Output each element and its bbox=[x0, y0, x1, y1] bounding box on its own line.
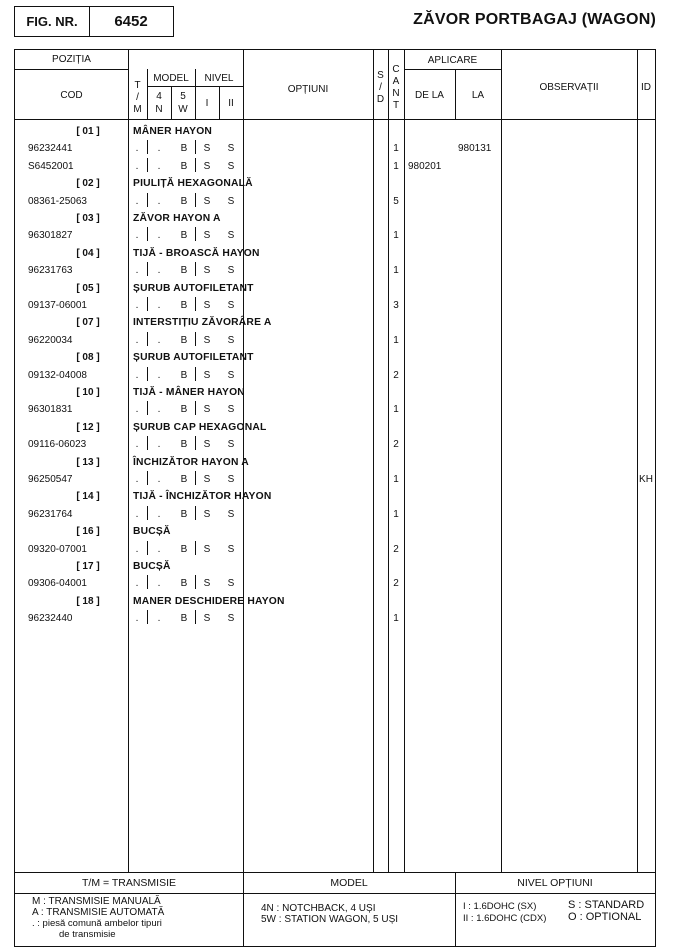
cell-cant: 1 bbox=[393, 230, 399, 242]
col-pozitia: POZIȚIA bbox=[52, 54, 91, 65]
col-nivel: NIVEL bbox=[204, 73, 234, 84]
part-description: ȘURUB AUTOFILETANT bbox=[133, 282, 254, 294]
col-observatii: OBSERVAȚII bbox=[539, 82, 599, 93]
table-row bbox=[15, 575, 655, 593]
legend-tm-line: A : TRANSMISIE AUTOMATĂ bbox=[32, 907, 165, 918]
legend-nivel-line: II : 1.6DOHC (CDX) bbox=[463, 913, 547, 924]
position-number: [ 04 ] bbox=[76, 247, 100, 259]
table-row bbox=[15, 367, 655, 385]
legend-tm-line: de transmisie bbox=[59, 929, 116, 940]
group-header-row bbox=[15, 488, 655, 506]
legend-standard: S : STANDARD bbox=[568, 899, 645, 911]
cell-transmission: . bbox=[135, 334, 139, 346]
legend-model-line: 4N : NOTCHBACK, 4 UȘI bbox=[261, 903, 376, 914]
cell-nivel-1: S bbox=[203, 160, 211, 172]
col-id: ID bbox=[641, 82, 651, 93]
cell-model-5w: B bbox=[180, 265, 188, 277]
cell-model-4n: . bbox=[157, 334, 161, 346]
cell-nivel-1: S bbox=[203, 439, 211, 451]
cell-nivel-2: S bbox=[227, 578, 235, 590]
table-row bbox=[15, 193, 655, 211]
col-model: MODEL bbox=[153, 73, 189, 84]
cell-model-4n: . bbox=[157, 160, 161, 172]
cell-transmission: . bbox=[135, 160, 139, 172]
cell-model-5w: B bbox=[180, 474, 188, 485]
cell-nivel-1: S bbox=[203, 543, 211, 555]
part-code: 96301831 bbox=[28, 404, 73, 416]
position-number: [ 18 ] bbox=[76, 595, 100, 607]
cell-transmission: . bbox=[135, 195, 139, 207]
cell-nivel-2: S bbox=[227, 143, 235, 155]
cell-transmission: . bbox=[135, 439, 139, 451]
position-number: [ 16 ] bbox=[76, 526, 100, 538]
cell-nivel-1: S bbox=[203, 578, 211, 590]
part-description: ȘURUB CAP HEXAGONAL bbox=[133, 421, 267, 433]
figure-number-box bbox=[14, 6, 174, 37]
col-optiuni: OPȚIUNI bbox=[287, 84, 329, 95]
part-description: TIJĂ - ÎNCHIZĂTOR HAYON bbox=[133, 491, 272, 503]
group-header-row bbox=[15, 245, 655, 263]
cell-transmission: . bbox=[135, 143, 139, 155]
col-model-5: 5 bbox=[180, 91, 186, 102]
cell-cant: 2 bbox=[393, 439, 399, 451]
cell-nivel-1: S bbox=[203, 404, 211, 416]
table-row bbox=[15, 140, 655, 158]
position-number: [ 05 ] bbox=[76, 282, 100, 294]
part-description: ZĂVOR HAYON A bbox=[133, 213, 221, 224]
part-code: 08361-25063 bbox=[28, 195, 87, 207]
cell-nivel-2: S bbox=[227, 439, 235, 451]
table-row bbox=[15, 436, 655, 454]
cell-transmission: . bbox=[135, 369, 139, 381]
table-row bbox=[15, 158, 655, 176]
part-description: PIULIȚĂ HEXAGONALĂ bbox=[133, 178, 253, 190]
part-description: BUCȘĂ bbox=[133, 526, 171, 538]
cell-nivel-1: S bbox=[203, 195, 211, 207]
group-header-row bbox=[15, 210, 655, 228]
cell-transmission: . bbox=[135, 508, 139, 520]
cell-nivel-1: S bbox=[203, 143, 211, 155]
cell-model-5w: B bbox=[180, 543, 188, 555]
group-header-row bbox=[15, 593, 655, 611]
position-number: [ 01 ] bbox=[76, 126, 100, 137]
cell-model-5w: B bbox=[180, 613, 188, 625]
part-code: 09320-07001 bbox=[28, 543, 87, 555]
cell-nivel-1: S bbox=[203, 300, 211, 311]
legend-tm-line: M : TRANSMISIE MANUALĂ bbox=[32, 896, 161, 907]
cell-cant: 2 bbox=[393, 369, 399, 381]
position-number: [ 13 ] bbox=[76, 456, 100, 468]
cell-nivel-2: S bbox=[227, 474, 235, 485]
legend-nivel-title: NIVEL OPȚIUNI bbox=[517, 877, 593, 889]
part-code: 09132-04008 bbox=[28, 369, 87, 381]
group-header-row bbox=[15, 523, 655, 541]
cell-model-5w: B bbox=[180, 404, 188, 416]
cell-cant: 3 bbox=[393, 300, 399, 311]
part-code: 96231763 bbox=[28, 265, 73, 277]
col-model-4: 4 bbox=[156, 91, 162, 102]
group-header-row bbox=[15, 454, 655, 472]
cell-nivel-2: S bbox=[227, 404, 235, 416]
legend-tm-title: T/M = TRANSMISIE bbox=[81, 877, 177, 889]
position-number: [ 12 ] bbox=[76, 421, 100, 433]
cell-transmission: . bbox=[135, 613, 139, 625]
part-code: 96220034 bbox=[28, 334, 73, 346]
cell-model-4n: . bbox=[157, 300, 161, 311]
position-number: [ 08 ] bbox=[76, 352, 100, 364]
cell-cant: 5 bbox=[393, 195, 399, 207]
cell-cant: 1 bbox=[393, 508, 399, 520]
legend-optional: O : OPTIONAL bbox=[568, 911, 642, 923]
legend-nivel-line: I : 1.6DOHC (SX) bbox=[463, 901, 537, 912]
part-description: MÂNER HAYON bbox=[133, 126, 213, 137]
cell-nivel-1: S bbox=[203, 613, 211, 625]
cell-id: KH bbox=[639, 474, 653, 485]
position-number: [ 07 ] bbox=[76, 317, 100, 329]
part-description: INTERSTIȚIU ZĂVORÂRE A bbox=[133, 317, 272, 329]
table-row bbox=[15, 401, 655, 419]
part-code: 09137-06001 bbox=[28, 300, 87, 311]
part-description: BUCȘĂ bbox=[133, 561, 171, 572]
part-code: 96301827 bbox=[28, 230, 73, 242]
col-cant-c: C bbox=[392, 64, 400, 75]
cell-transmission: . bbox=[135, 543, 139, 555]
cell-model-4n: . bbox=[157, 265, 161, 277]
table-row bbox=[15, 471, 655, 489]
cell-transmission: . bbox=[135, 404, 139, 416]
position-number: [ 17 ] bbox=[76, 561, 100, 572]
cell-nivel-2: S bbox=[227, 613, 235, 625]
cell-nivel-1: S bbox=[203, 474, 211, 485]
cell-nivel-2: S bbox=[227, 195, 235, 207]
part-description: MANER DESCHIDERE HAYON bbox=[133, 595, 285, 607]
cell-cant: 1 bbox=[393, 265, 399, 277]
legend-model-line: 5W : STATION WAGON, 5 UȘI bbox=[261, 914, 399, 925]
cell-de-la: 980201 bbox=[408, 160, 442, 172]
parts-table bbox=[14, 49, 656, 873]
col-s: S bbox=[377, 70, 384, 81]
cell-cant: 1 bbox=[393, 143, 399, 155]
group-header-row bbox=[15, 419, 655, 437]
col-d: D bbox=[376, 94, 385, 105]
group-header-row bbox=[15, 384, 655, 402]
cell-cant: 1 bbox=[393, 474, 399, 485]
cell-nivel-2: S bbox=[227, 265, 235, 277]
cell-model-4n: . bbox=[157, 195, 161, 207]
cell-nivel-2: S bbox=[227, 543, 235, 555]
part-description: ȘURUB AUTOFILETANT bbox=[133, 352, 254, 364]
cell-nivel-2: S bbox=[227, 300, 235, 311]
position-number: [ 10 ] bbox=[76, 387, 100, 398]
col-model-n: N bbox=[155, 104, 163, 115]
cell-model-4n: . bbox=[157, 439, 161, 451]
col-cant-t: T bbox=[392, 100, 400, 111]
col-nivel-2: II bbox=[228, 98, 234, 109]
cell-nivel-1: S bbox=[203, 369, 211, 381]
cell-model-4n: . bbox=[157, 613, 161, 625]
cell-transmission: . bbox=[135, 474, 139, 485]
cell-transmission: . bbox=[135, 265, 139, 277]
cell-transmission: . bbox=[135, 300, 139, 311]
cell-transmission: . bbox=[135, 578, 139, 590]
cell-model-4n: . bbox=[157, 508, 161, 520]
legend-footer bbox=[14, 873, 656, 947]
part-code: S6452001 bbox=[28, 160, 74, 172]
part-code: 96231764 bbox=[28, 508, 73, 520]
cell-model-5w: B bbox=[180, 300, 188, 311]
group-header-row bbox=[15, 175, 655, 193]
cell-model-4n: . bbox=[157, 578, 161, 590]
cell-cant: 2 bbox=[393, 578, 399, 590]
cell-cant: 1 bbox=[393, 613, 399, 625]
table-row bbox=[15, 297, 655, 315]
cell-transmission: . bbox=[135, 230, 139, 242]
cell-model-5w: B bbox=[180, 369, 188, 381]
cell-nivel-1: S bbox=[203, 334, 211, 346]
group-header-row bbox=[15, 123, 655, 141]
part-code: 96232441 bbox=[28, 143, 73, 155]
figure-number: 6452 bbox=[114, 13, 148, 30]
cell-model-5w: B bbox=[180, 230, 188, 242]
cell-cant: 1 bbox=[393, 404, 399, 416]
cell-nivel-1: S bbox=[203, 508, 211, 520]
table-row bbox=[15, 332, 655, 350]
cell-nivel-2: S bbox=[227, 160, 235, 172]
cell-nivel-1: S bbox=[203, 230, 211, 242]
part-description: ÎNCHIZĂTOR HAYON A bbox=[133, 456, 249, 468]
part-description: TIJĂ - BROASCĂ HAYON bbox=[133, 247, 260, 259]
part-code: 09116-06023 bbox=[28, 439, 87, 451]
cell-model-4n: . bbox=[157, 474, 161, 485]
col-cant-n: N bbox=[392, 88, 400, 99]
legend-model-title: MODEL bbox=[330, 877, 368, 889]
cell-model-4n: . bbox=[157, 230, 161, 242]
cell-model-4n: . bbox=[157, 543, 161, 555]
page-title: ZĂVOR PORTBAGAJ (WAGON) bbox=[413, 11, 656, 28]
cell-model-4n: . bbox=[157, 404, 161, 416]
col-aplicare: APLICARE bbox=[427, 55, 478, 66]
group-header-row bbox=[15, 314, 655, 332]
table-row bbox=[15, 227, 655, 245]
col-de-la: DE LA bbox=[415, 90, 444, 101]
cell-model-5w: B bbox=[180, 508, 188, 520]
position-number: [ 02 ] bbox=[76, 178, 100, 190]
col-cod: COD bbox=[60, 90, 83, 101]
cell-cant: 2 bbox=[393, 543, 399, 555]
cell-model-4n: . bbox=[157, 369, 161, 381]
part-description: TIJĂ - MÂNER HAYON bbox=[133, 387, 245, 398]
cell-model-5w: B bbox=[180, 160, 188, 172]
cell-nivel-2: S bbox=[227, 230, 235, 242]
legend-tm-line: . : piesă comună ambelor tipuri bbox=[32, 918, 162, 929]
part-code: 09306-04001 bbox=[28, 578, 87, 590]
group-header-row bbox=[15, 280, 655, 298]
table-row bbox=[15, 262, 655, 280]
cell-nivel-2: S bbox=[227, 369, 235, 381]
position-number: [ 03 ] bbox=[76, 213, 100, 224]
group-header-row bbox=[15, 558, 655, 576]
col-la: LA bbox=[471, 90, 485, 101]
col-model-w: W bbox=[178, 104, 188, 115]
cell-cant: 1 bbox=[393, 334, 399, 346]
position-number: [ 14 ] bbox=[76, 491, 100, 503]
table-row bbox=[15, 610, 655, 628]
figure-label: FIG. NR. bbox=[15, 7, 90, 36]
part-code: 96232440 bbox=[28, 613, 73, 625]
part-code: 96250547 bbox=[28, 474, 73, 485]
cell-model-5w: B bbox=[180, 439, 188, 451]
col-t: T bbox=[134, 80, 141, 91]
col-nivel-1: I bbox=[205, 98, 209, 109]
col-t-slash: / bbox=[136, 92, 139, 103]
cell-model-5w: B bbox=[180, 143, 188, 155]
group-header-row bbox=[15, 349, 655, 367]
table-row bbox=[15, 541, 655, 559]
col-s-slash: / bbox=[379, 82, 382, 93]
cell-nivel-2: S bbox=[227, 508, 235, 520]
cell-nivel-2: S bbox=[227, 334, 235, 346]
col-cant-a: A bbox=[392, 76, 400, 87]
table-row bbox=[15, 506, 655, 524]
cell-model-5w: B bbox=[180, 578, 188, 590]
cell-la: 980131 bbox=[458, 143, 492, 155]
cell-model-5w: B bbox=[180, 334, 188, 346]
cell-model-5w: B bbox=[180, 195, 188, 207]
cell-nivel-1: S bbox=[203, 265, 211, 277]
cell-cant: 1 bbox=[393, 160, 399, 172]
cell-model-4n: . bbox=[157, 143, 161, 155]
col-m: M bbox=[133, 104, 142, 115]
